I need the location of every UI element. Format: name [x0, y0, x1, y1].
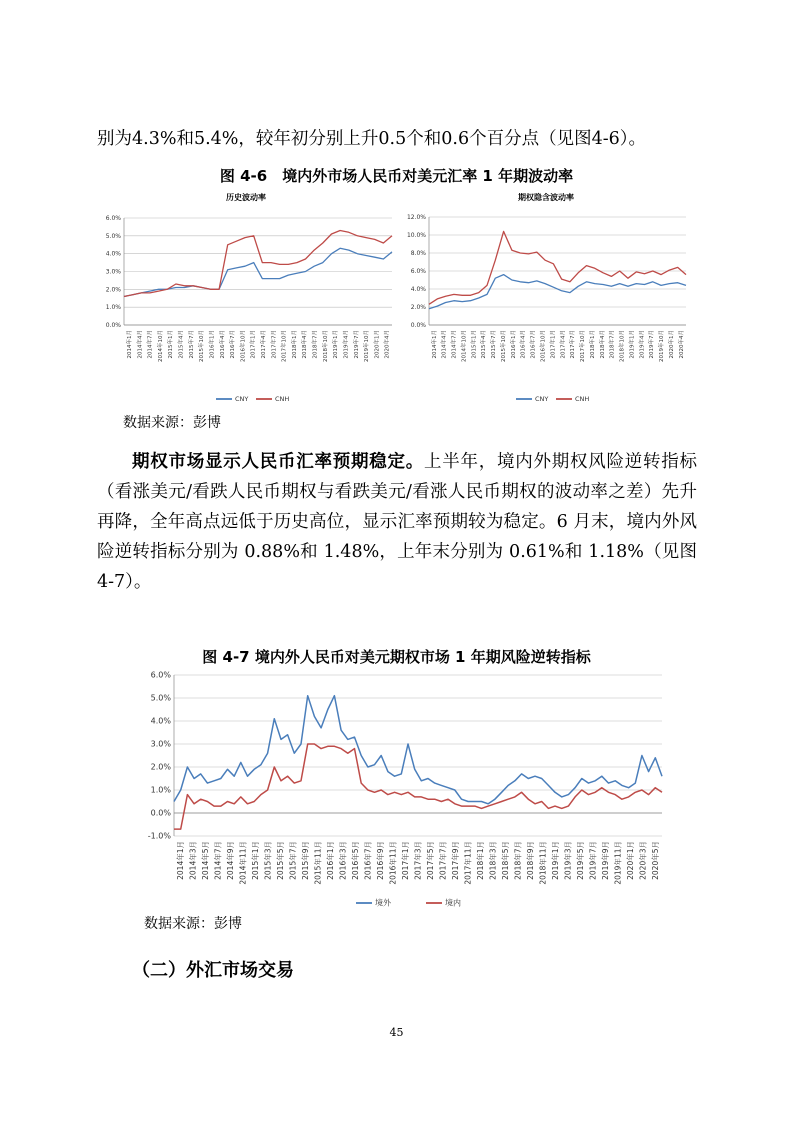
x-tick-label: 2016年7月 — [230, 330, 237, 359]
x-tick-label: 2014年4月 — [441, 330, 448, 359]
x-tick-label: 2019年10月 — [659, 330, 666, 362]
y-tick-label: 12.0% — [406, 214, 426, 221]
x-tick-label: 2018年1月 — [589, 330, 596, 359]
x-tick-label: 2018年10月 — [322, 330, 329, 362]
x-tick-label: 2019年10月 — [364, 330, 371, 362]
x-tick-label: 2017年7月 — [570, 330, 577, 359]
x-tick-label: 2019年7月 — [588, 841, 598, 880]
x-tick-label: 2015年10月 — [199, 330, 206, 362]
x-tick-label: 2017年1月 — [250, 330, 257, 359]
x-tick-label: 2015年4月 — [178, 330, 185, 359]
x-tick-label: 2014年3月 — [188, 841, 198, 880]
x-tick-label: 2014年7月 — [147, 330, 154, 359]
series-line-b — [124, 231, 392, 297]
legend-label: 境外 — [375, 898, 391, 908]
intro-line: 别为4.3%和5.4%，较年初分别上升0.5个和0.6个百分点（见图4-6）。 — [97, 129, 647, 149]
x-tick-label: 2020年4月 — [384, 330, 391, 359]
y-tick-label: 1.0% — [150, 785, 171, 795]
x-tick-label: 2019年1月 — [629, 330, 636, 359]
x-tick-label: 2017年4月 — [260, 330, 267, 359]
figure-4-6-title: 图 4-6 境内外市场人民币对美元汇率 1 年期波动率 — [219, 167, 574, 185]
y-tick-label: 0.0% — [150, 808, 171, 818]
x-tick-label: 2020年3月 — [638, 841, 648, 880]
x-tick-label: 2018年7月 — [609, 330, 616, 359]
chart-svg-historical — [96, 188, 396, 413]
series-line-a — [174, 696, 662, 804]
y-tick-label: 10.0% — [406, 232, 426, 239]
x-tick-label: 2020年1月 — [626, 841, 636, 880]
x-tick-label: 2014年10月 — [461, 330, 468, 362]
chart-title: 期权隐含波动率 — [518, 193, 574, 202]
x-tick-label: 2019年4月 — [639, 330, 646, 359]
y-tick-label: 4.0% — [105, 250, 121, 258]
x-tick-label: 2015年3月 — [263, 841, 273, 880]
legend-label: CNY — [535, 395, 549, 404]
x-tick-label: 2014年11月 — [238, 841, 248, 885]
y-tick-label: -1.0% — [147, 831, 171, 841]
x-tick-label: 2014年5月 — [200, 841, 210, 880]
y-tick-label: 6.0% — [105, 215, 121, 222]
y-tick-label: 0.0% — [105, 322, 121, 329]
y-tick-label: 6.0% — [150, 670, 171, 680]
x-tick-label: 2014年1月 — [431, 330, 438, 359]
x-tick-label: 2016年9月 — [375, 841, 385, 880]
x-tick-label: 2018年11月 — [538, 841, 548, 885]
y-tick-label: 3.0% — [105, 268, 121, 276]
x-tick-label: 2016年10月 — [240, 330, 247, 362]
x-tick-label: 2020年1月 — [374, 330, 381, 359]
x-tick-label: 2017年10月 — [281, 330, 288, 362]
x-tick-label: 2016年4月 — [520, 330, 527, 359]
series-line-b — [174, 744, 662, 829]
x-tick-label: 2015年7月 — [288, 841, 298, 880]
x-tick-label: 2015年4月 — [481, 330, 488, 359]
series-line-a — [429, 275, 686, 309]
body-paragraph — [97, 447, 697, 597]
y-tick-label: 0.0% — [410, 322, 426, 329]
x-tick-label: 2017年7月 — [271, 330, 278, 359]
x-tick-label: 2016年10月 — [540, 330, 547, 362]
x-tick-label: 2016年1月 — [209, 330, 216, 359]
x-tick-label: 2014年4月 — [137, 330, 144, 359]
paragraph-body: 上半年，境内外期权风险逆转指标（看涨美元/看跌人民币期权与看跌美元/看涨人民币期权的波动率之差）先升再降，全年高点远低于历史高位，显示汇率预期较为稳定。6 月末，境内外风险逆转指标分别为 0.88%和 1.48%，上年末分别为 0.61%和 1.18%（见图 4-7）。 — [97, 452, 697, 592]
x-tick-label: 2016年11月 — [388, 841, 398, 885]
figure-4-7-title: 图 4-7 境内外人民币对美元期权市场 1 年期风险逆转指标 — [202, 648, 591, 666]
x-tick-label: 2019年1月 — [551, 841, 561, 880]
y-tick-label: 2.0% — [410, 304, 426, 311]
x-tick-label: 2017年4月 — [560, 330, 567, 359]
x-tick-label: 2020年1月 — [669, 330, 676, 359]
x-tick-label: 2015年5月 — [275, 841, 285, 880]
x-tick-label: 2019年7月 — [353, 330, 360, 359]
y-tick-label: 3.0% — [150, 739, 171, 749]
x-tick-label: 2017年11月 — [463, 841, 473, 885]
series-line-b — [429, 231, 686, 304]
x-tick-label: 2014年1月 — [126, 330, 133, 359]
x-tick-label: 2016年3月 — [338, 841, 348, 880]
x-tick-label: 2015年7月 — [491, 330, 498, 359]
x-tick-label: 2016年4月 — [219, 330, 226, 359]
y-tick-label: 6.0% — [410, 268, 426, 275]
y-tick-label: 1.0% — [105, 304, 121, 312]
paragraph-lead: 期权市场显示人民币汇率预期稳定。 — [132, 452, 424, 472]
x-tick-label: 2019年11月 — [613, 841, 623, 885]
y-tick-label: 8.0% — [410, 250, 426, 257]
x-tick-label: 2017年3月 — [413, 841, 423, 880]
y-tick-label: 4.0% — [410, 286, 426, 293]
chart-svg-risk-reversal — [130, 665, 670, 910]
x-tick-label: 2014年7月 — [451, 330, 458, 359]
x-tick-label: 2018年4月 — [599, 330, 606, 359]
x-tick-label: 2014年1月 — [175, 841, 185, 880]
x-tick-label: 2019年1月 — [333, 330, 340, 359]
legend-label: 境内 — [445, 898, 461, 908]
chart-historical-volatility — [96, 188, 396, 413]
x-tick-label: 2015年11月 — [313, 841, 323, 885]
x-tick-label: 2014年7月 — [213, 841, 223, 880]
x-tick-label: 2019年4月 — [343, 330, 350, 359]
legend-label: CNH — [575, 395, 590, 404]
x-tick-label: 2016年7月 — [530, 330, 537, 359]
x-tick-label: 2018年1月 — [291, 330, 298, 359]
x-tick-label: 2018年5月 — [501, 841, 511, 880]
x-tick-label: 2018年1月 — [476, 841, 486, 880]
x-tick-label: 2017年1月 — [400, 841, 410, 880]
x-tick-label: 2017年10月 — [580, 330, 587, 362]
y-tick-label: 4.0% — [150, 716, 171, 726]
x-tick-label: 2014年10月 — [157, 330, 164, 362]
x-tick-label: 2018年9月 — [526, 841, 536, 880]
x-tick-label: 2018年7月 — [513, 841, 523, 880]
x-tick-label: 2017年7月 — [438, 841, 448, 880]
x-tick-label: 2019年3月 — [563, 841, 573, 880]
chart-svg-implied — [396, 188, 696, 413]
x-tick-label: 2020年5月 — [651, 841, 661, 880]
chart-title: 历史波动率 — [226, 193, 266, 202]
chart-implied-volatility — [396, 188, 696, 413]
page-number: 45 — [389, 1026, 404, 1039]
x-tick-label: 2016年1月 — [325, 841, 335, 880]
y-tick-label: 2.0% — [150, 762, 171, 772]
y-tick-label: 5.0% — [105, 232, 121, 240]
x-tick-label: 2016年1月 — [510, 330, 517, 359]
x-tick-label: 2019年7月 — [649, 330, 656, 359]
y-tick-label: 2.0% — [105, 286, 121, 294]
x-tick-label: 2019年9月 — [601, 841, 611, 880]
x-tick-label: 2015年1月 — [168, 330, 175, 359]
chart-risk-reversal — [130, 665, 670, 910]
x-tick-label: 2017年5月 — [426, 841, 436, 880]
x-tick-label: 2015年10月 — [500, 330, 507, 362]
section-heading: （二）外汇市场交易 — [132, 960, 294, 981]
legend-label: CNH — [275, 395, 290, 404]
y-tick-label: 5.0% — [150, 693, 171, 703]
x-tick-label: 2018年4月 — [302, 330, 309, 359]
x-tick-label: 2017年9月 — [451, 841, 461, 880]
legend-label: CNY — [235, 395, 249, 404]
x-tick-label: 2018年3月 — [488, 841, 498, 880]
x-tick-label: 2015年1月 — [471, 330, 478, 359]
x-tick-label: 2016年5月 — [350, 841, 360, 880]
x-tick-label: 2017年1月 — [550, 330, 557, 359]
x-tick-label: 2016年7月 — [363, 841, 373, 880]
x-tick-label: 2020年4月 — [678, 330, 685, 359]
x-tick-label: 2014年9月 — [225, 841, 235, 880]
x-tick-label: 2019年5月 — [576, 841, 586, 880]
x-tick-label: 2018年7月 — [312, 330, 319, 359]
data-source-2: 数据来源：彭博 — [144, 916, 242, 932]
data-source-1: 数据来源：彭博 — [123, 415, 221, 431]
x-tick-label: 2015年7月 — [188, 330, 195, 359]
x-tick-label: 2018年10月 — [619, 330, 626, 362]
x-tick-label: 2015年1月 — [250, 841, 260, 880]
x-tick-label: 2015年9月 — [300, 841, 310, 880]
